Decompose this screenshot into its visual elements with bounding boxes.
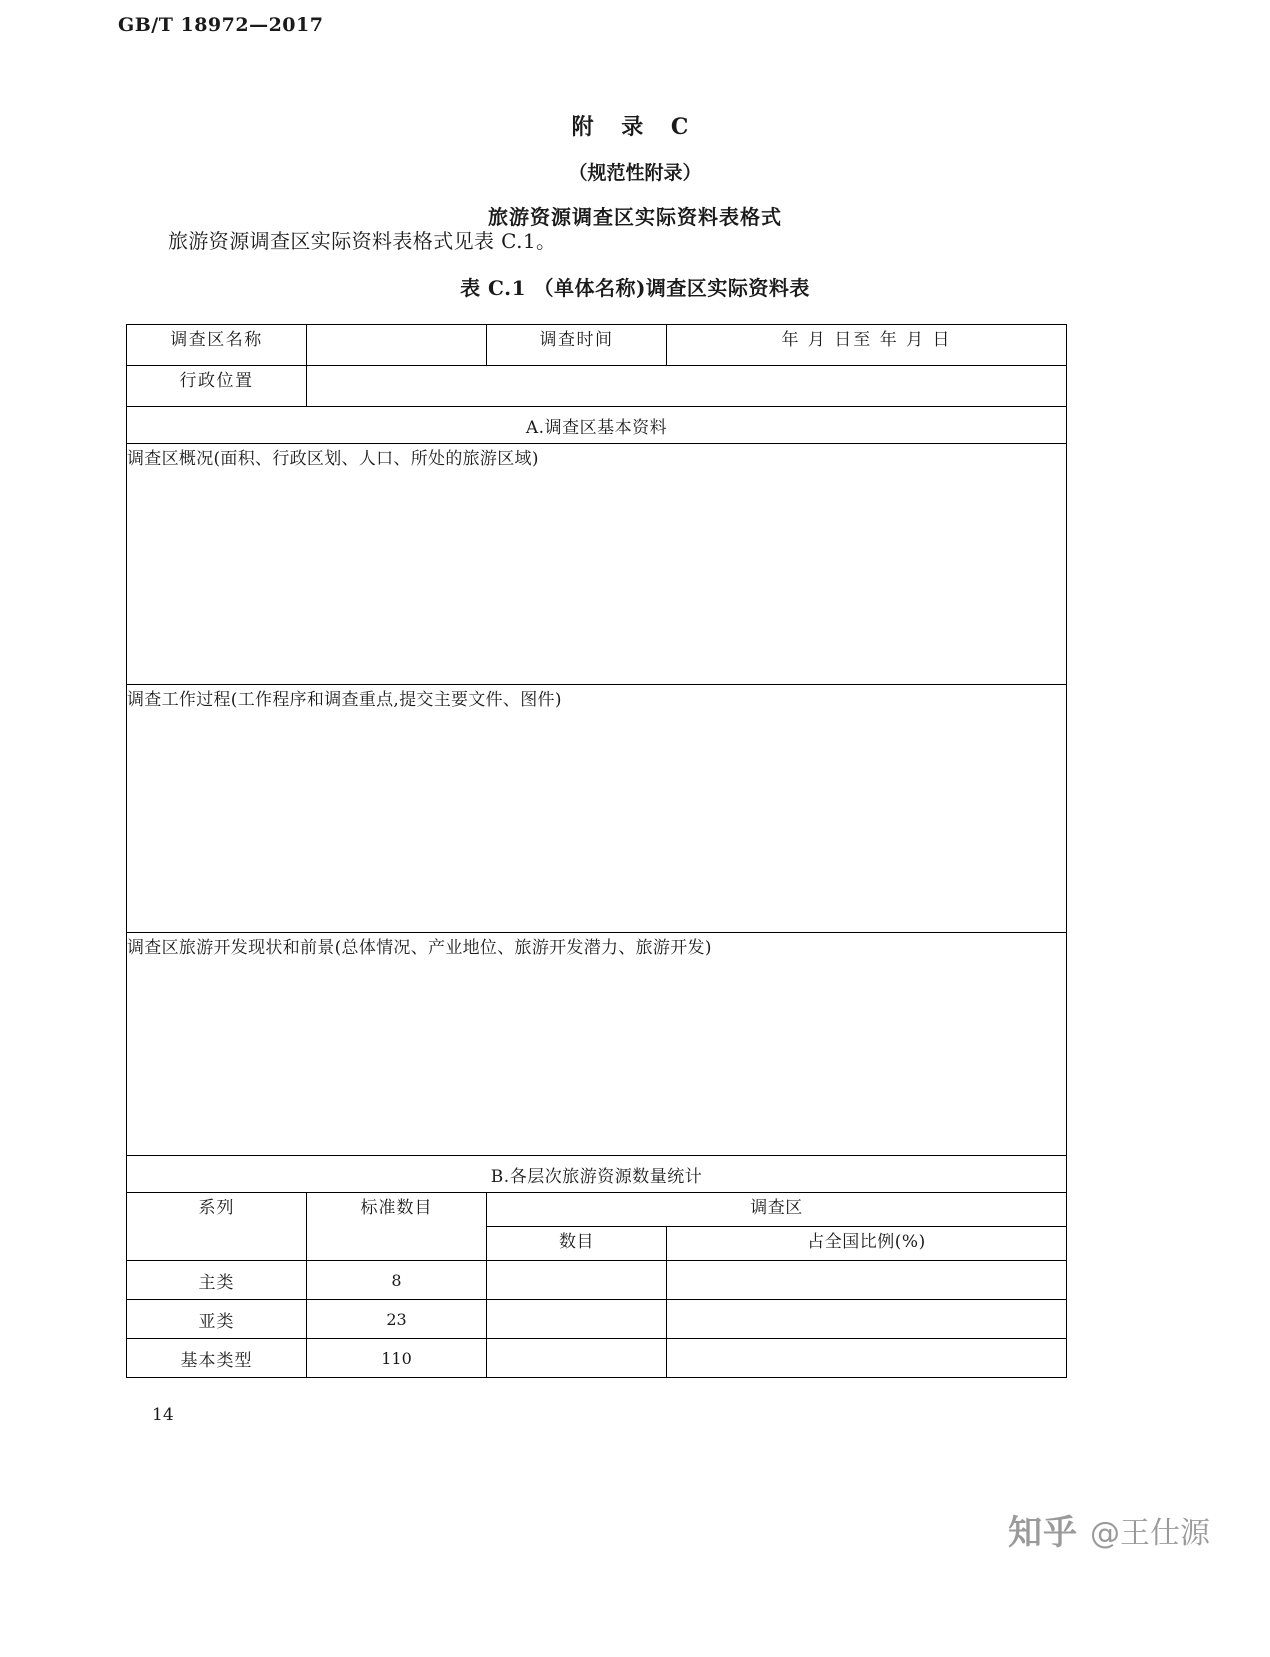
stats-cell-series: 主类 [127, 1261, 307, 1300]
appendix-normative-label: （规范性附录） [568, 162, 702, 184]
field-survey-area-overview[interactable]: 调查区概况(面积、行政区划、人口、所处的旅游区域) [127, 444, 1067, 685]
stats-cell-count[interactable] [487, 1261, 667, 1300]
intro-paragraph: 旅游资源调查区实际资料表格式见表 C.1。 [168, 229, 557, 253]
section-header-b: B.各层次旅游资源数量统计 [127, 1156, 1067, 1193]
stats-cell-national-ratio[interactable] [667, 1261, 1067, 1300]
field-label-survey-time: 调查时间 [487, 325, 667, 366]
field-input-survey-time[interactable]: 年 月 日至 年 月 日 [667, 325, 1067, 366]
stats-cell-series: 基本类型 [127, 1339, 307, 1378]
page-number: 14 [152, 1405, 174, 1425]
section-header-row-b [127, 1156, 1067, 1193]
appendix-title: 附 录 C [571, 114, 699, 140]
stats-cell-standard-count: 23 [307, 1300, 487, 1339]
table-row [127, 685, 1067, 933]
stats-cell-series: 亚类 [127, 1300, 307, 1339]
stats-cell-standard-count: 8 [307, 1261, 487, 1300]
stats-column-header-series: 系列 [127, 1193, 307, 1261]
table-row [127, 444, 1067, 685]
table-row [127, 933, 1067, 1156]
stats-cell-count[interactable] [487, 1339, 667, 1378]
survey-data-form-table [126, 324, 1067, 1378]
table-row [127, 1300, 1067, 1339]
field-tourism-development-status[interactable]: 调查区旅游开发现状和前景(总体情况、产业地位、旅游开发潜力、旅游开发) [127, 933, 1067, 1156]
stats-header-row [127, 1193, 1067, 1227]
field-label-administrative-location: 行政位置 [127, 366, 307, 407]
section-header-row-a [127, 407, 1067, 444]
field-survey-work-process[interactable]: 调查工作过程(工作程序和调查重点,提交主要文件、图件) [127, 685, 1067, 933]
table-row [127, 1339, 1067, 1378]
watermark [1008, 1505, 1210, 1554]
section-header-a: A.调查区基本资料 [127, 407, 1067, 444]
field-input-survey-area-name[interactable] [307, 325, 487, 366]
field-input-administrative-location[interactable] [307, 366, 1067, 407]
table-caption: 表 C.1 （单体名称)调查区实际资料表 [460, 276, 810, 300]
stats-cell-standard-count: 110 [307, 1339, 487, 1378]
table-row [127, 366, 1067, 407]
stats-cell-count[interactable] [487, 1300, 667, 1339]
appendix-title-block [0, 110, 1270, 230]
stats-column-header-count: 数目 [487, 1227, 667, 1261]
page-header-standard-code: GB/T 18972—2017 [118, 14, 324, 36]
table-row [127, 1261, 1067, 1300]
stats-cell-national-ratio[interactable] [667, 1339, 1067, 1378]
appendix-name: 旅游资源调查区实际资料表格式 [488, 205, 782, 229]
zhihu-logo: 知乎 [1008, 1513, 1078, 1553]
stats-cell-national-ratio[interactable] [667, 1300, 1067, 1339]
table-row [127, 325, 1067, 366]
stats-column-header-standard-count: 标准数目 [307, 1193, 487, 1261]
field-label-survey-area-name: 调查区名称 [127, 325, 307, 366]
stats-column-header-survey-area: 调查区 [487, 1193, 1067, 1227]
watermark-username: @王仕源 [1090, 1515, 1210, 1551]
stats-column-header-national-ratio: 占全国比例(%) [667, 1227, 1067, 1261]
